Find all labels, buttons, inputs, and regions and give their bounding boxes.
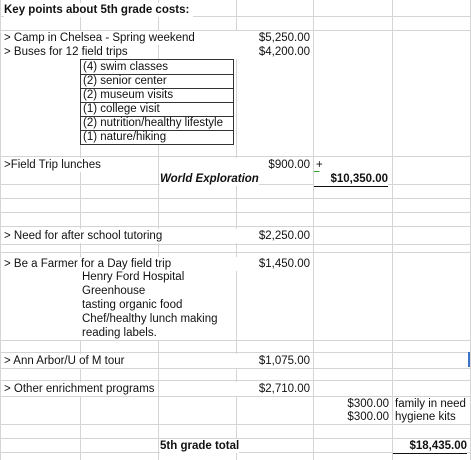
grid-row-line	[0, 244, 471, 245]
trip-item[interactable]: (2) senior center	[83, 75, 167, 87]
trip-breakdown-box	[80, 59, 234, 145]
box-line	[81, 130, 233, 131]
world-exploration-total[interactable]: $10,350.00	[314, 172, 388, 187]
grid-row-line	[0, 424, 471, 425]
grand-total-label[interactable]: 5th grade total	[160, 440, 240, 452]
box-line	[81, 116, 233, 117]
farmer-detail[interactable]: Henry Ford Hospital	[82, 271, 185, 283]
world-exploration-label[interactable]: World Exploration	[160, 173, 259, 185]
grid-row-line	[0, 156, 471, 157]
plus-sign: +	[316, 159, 323, 171]
family-in-need-label[interactable]: family in need	[395, 398, 466, 410]
cell-cursor	[468, 352, 470, 367]
hygiene-kits-amount[interactable]: $300.00	[314, 410, 389, 424]
grid-row-line	[0, 368, 471, 369]
grid-row-line	[0, 212, 471, 213]
ann-arbor-amount[interactable]: $1,075.00	[236, 354, 310, 368]
trip-item[interactable]: (1) college visit	[83, 103, 160, 115]
grid-column-line	[392, 0, 393, 460]
box-line	[81, 74, 233, 75]
camp-amount[interactable]: $5,250.00	[236, 31, 310, 45]
trip-item[interactable]: (2) museum visits	[83, 89, 174, 101]
farmer-detail[interactable]: Chef/healthy lunch making	[82, 313, 218, 325]
farmer-amount[interactable]: $1,450.00	[236, 257, 310, 271]
grid-row-line	[0, 198, 471, 199]
grid-row-line	[0, 352, 471, 353]
grid-column-line	[313, 0, 314, 460]
enrichment-amount[interactable]: $2,710.00	[236, 382, 310, 396]
enrichment-label[interactable]: > Other enrichment programs	[4, 383, 155, 395]
ann-arbor-label[interactable]: > Ann Arbor/U of M tour	[4, 355, 125, 367]
sheet-title[interactable]: Key points about 5th grade costs:	[4, 3, 193, 17]
farmer-details	[80, 270, 232, 340]
farmer-detail[interactable]: tasting organic food	[82, 299, 183, 311]
grid-row-line	[0, 226, 471, 227]
tutoring-amount[interactable]: $2,250.00	[236, 229, 310, 243]
grid-column-line	[0, 0, 1, 460]
box-line	[81, 102, 233, 103]
family-in-need-amount[interactable]: $300.00	[314, 397, 389, 411]
grand-total-amount[interactable]: $18,435.00	[393, 439, 467, 454]
camp-label[interactable]: > Camp in Chelsea - Spring weekend	[4, 32, 195, 44]
grid-row-line	[0, 340, 471, 341]
box-line	[81, 88, 233, 89]
trip-item[interactable]: (1) nature/hiking	[83, 131, 167, 143]
buses-label[interactable]: > Buses for 12 field trips	[4, 46, 128, 58]
tutoring-label[interactable]: > Need for after school tutoring	[4, 230, 163, 242]
trip-item[interactable]: (2) nutrition/healthy lifestyle	[83, 117, 223, 129]
hygiene-kits-label[interactable]: hygiene kits	[395, 411, 456, 423]
farmer-detail[interactable]: Greenhouse	[82, 285, 146, 297]
lunches-amount[interactable]: $900.00	[236, 158, 310, 172]
trip-item[interactable]: (4) swim classes	[83, 61, 168, 73]
farmer-label[interactable]: > Be a Farmer for a Day field trip	[4, 258, 172, 270]
buses-amount[interactable]: $4,200.00	[236, 45, 310, 59]
farmer-detail[interactable]: reading labels.	[82, 327, 157, 339]
lunches-label[interactable]: >Field Trip lunches	[4, 159, 101, 171]
grid-row-line	[0, 380, 471, 381]
grid-row-line	[0, 252, 471, 253]
